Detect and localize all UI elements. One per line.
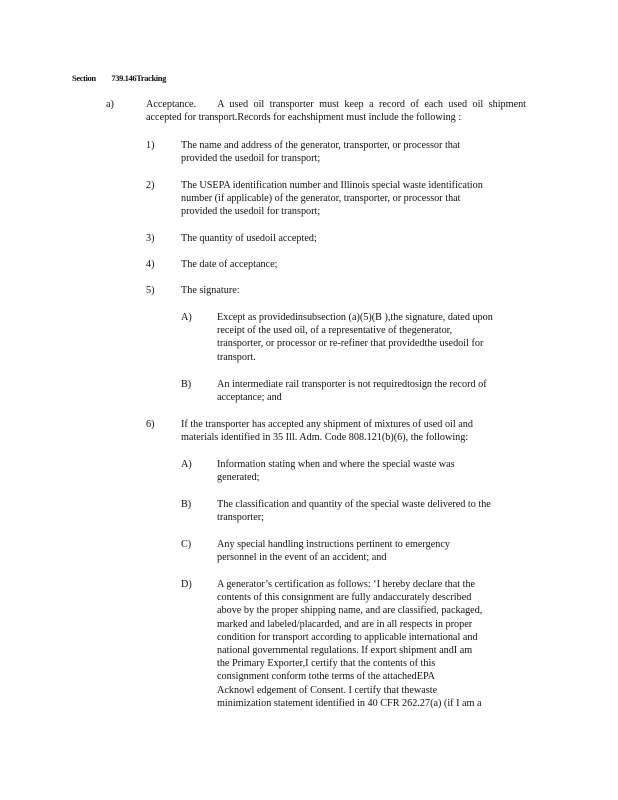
subitem-letter: B) xyxy=(181,499,192,510)
item-1-text xyxy=(181,139,509,165)
item-number: 1) xyxy=(146,140,155,151)
subsection-a-label: a) xyxy=(106,99,114,110)
section-header xyxy=(72,73,166,83)
item-5-text xyxy=(181,284,511,297)
subitem-line: generated; xyxy=(217,472,260,484)
subitem-letter: A) xyxy=(181,459,192,470)
item-number: 5) xyxy=(146,285,155,296)
item-line: provided the usedoil for transport; xyxy=(181,206,321,218)
item-line: If the transporter has accepted any shipment of mixtures of used oil and xyxy=(181,419,473,430)
subsection-a-line: A used oil transporter must keep a record of each used oil shipment xyxy=(217,99,527,110)
subitem-line: Except as providedinsubsection (a)(5)(B ),the signature, dated upon xyxy=(217,312,493,323)
subitem-letter: C) xyxy=(181,539,192,550)
subitem-line: minimization statement identified in 40 CFR 262.27(a) (if I am a xyxy=(217,697,482,709)
subitem-letter: D) xyxy=(181,579,192,590)
item-line: number (if applicable) of the generator, transporter, or processor that xyxy=(181,193,461,205)
item-2-text xyxy=(181,179,531,219)
item-number: 6) xyxy=(146,419,155,430)
item-line: The USEPA identification number and Illinois special waste identification xyxy=(181,180,483,191)
item-4-text xyxy=(181,258,511,271)
subitem-6B-text xyxy=(217,498,542,524)
item-line: The name and address of the generator, transporter, or processor that xyxy=(181,140,461,151)
item-line: The signature: xyxy=(181,285,240,296)
subitem-line: marked and labeled/placarded, and are in all respects in proper xyxy=(217,618,473,630)
subitem-line: Information stating when and where the special waste was xyxy=(217,459,455,470)
subitem-line: personnel in the event of an accident; and xyxy=(217,552,387,564)
subitem-line: above by the proper shipping name, and are classified, packaged, xyxy=(217,605,483,617)
section-label: Section xyxy=(72,73,96,83)
subitem-line: condition for transport according to applicable international and xyxy=(217,631,478,643)
subitem-6C-text xyxy=(217,538,507,564)
subitem-line: Acknowl edgement of Consent. I certify that thewaste xyxy=(217,684,438,696)
section-title: Tracking xyxy=(136,73,166,83)
subitem-line: receipt of the used oil, of a representative of thegenerator, xyxy=(217,325,453,337)
subitem-line: transporter, or processor or re-refiner that providedthe usedoil for xyxy=(217,338,484,350)
subitem-line: contents of this consignment are fully andaccurately described xyxy=(217,592,472,604)
subitem-5B-text xyxy=(217,378,537,404)
subsection-a-text xyxy=(146,98,526,124)
item-6-text xyxy=(181,418,526,444)
item-line: The date of acceptance; xyxy=(181,259,278,270)
subitem-line: transport. xyxy=(217,351,256,363)
item-number: 4) xyxy=(146,259,155,270)
section-number: 739.146 xyxy=(111,73,137,83)
subsection-a-heading: Acceptance. xyxy=(146,99,197,110)
subitem-5A-text xyxy=(217,311,537,364)
subsection-a-line: accepted for transport.Records for eachshipment must include the following : xyxy=(146,112,462,124)
subitem-line: acceptance; and xyxy=(217,392,282,404)
subitem-line: A generator’s certification as follows: ‘I hereby declare that the xyxy=(217,579,476,590)
subitem-line: national governmental regulations. If export shipment andI am xyxy=(217,645,473,657)
item-line: The quantity of usedoil accepted; xyxy=(181,233,317,244)
subitem-line: The classification and quantity of the special waste delivered to the xyxy=(217,499,491,510)
item-line: provided the usedoil for transport; xyxy=(181,153,321,165)
subitem-line: the Primary Exporter,I certify that the contents of this xyxy=(217,658,436,670)
subitem-line: An intermediate rail transporter is not requiredtosign the record of xyxy=(217,379,487,390)
subitem-6D-text xyxy=(217,578,535,710)
subitem-line: Any special handling instructions pertinent to emergency xyxy=(217,539,450,550)
subitem-letter: B) xyxy=(181,379,192,390)
subitem-letter: A) xyxy=(181,312,192,323)
subitem-line: transporter; xyxy=(217,512,264,524)
item-3-text xyxy=(181,232,511,245)
subitem-6A-text xyxy=(217,458,502,484)
subitem-line: consignment conform tothe terms of the attachedEPA xyxy=(217,671,436,683)
item-number: 3) xyxy=(146,233,155,244)
item-line: materials identified in 35 Ill. Adm. Code 808.121(b)(6), the following: xyxy=(181,432,469,444)
item-number: 2) xyxy=(146,180,155,191)
